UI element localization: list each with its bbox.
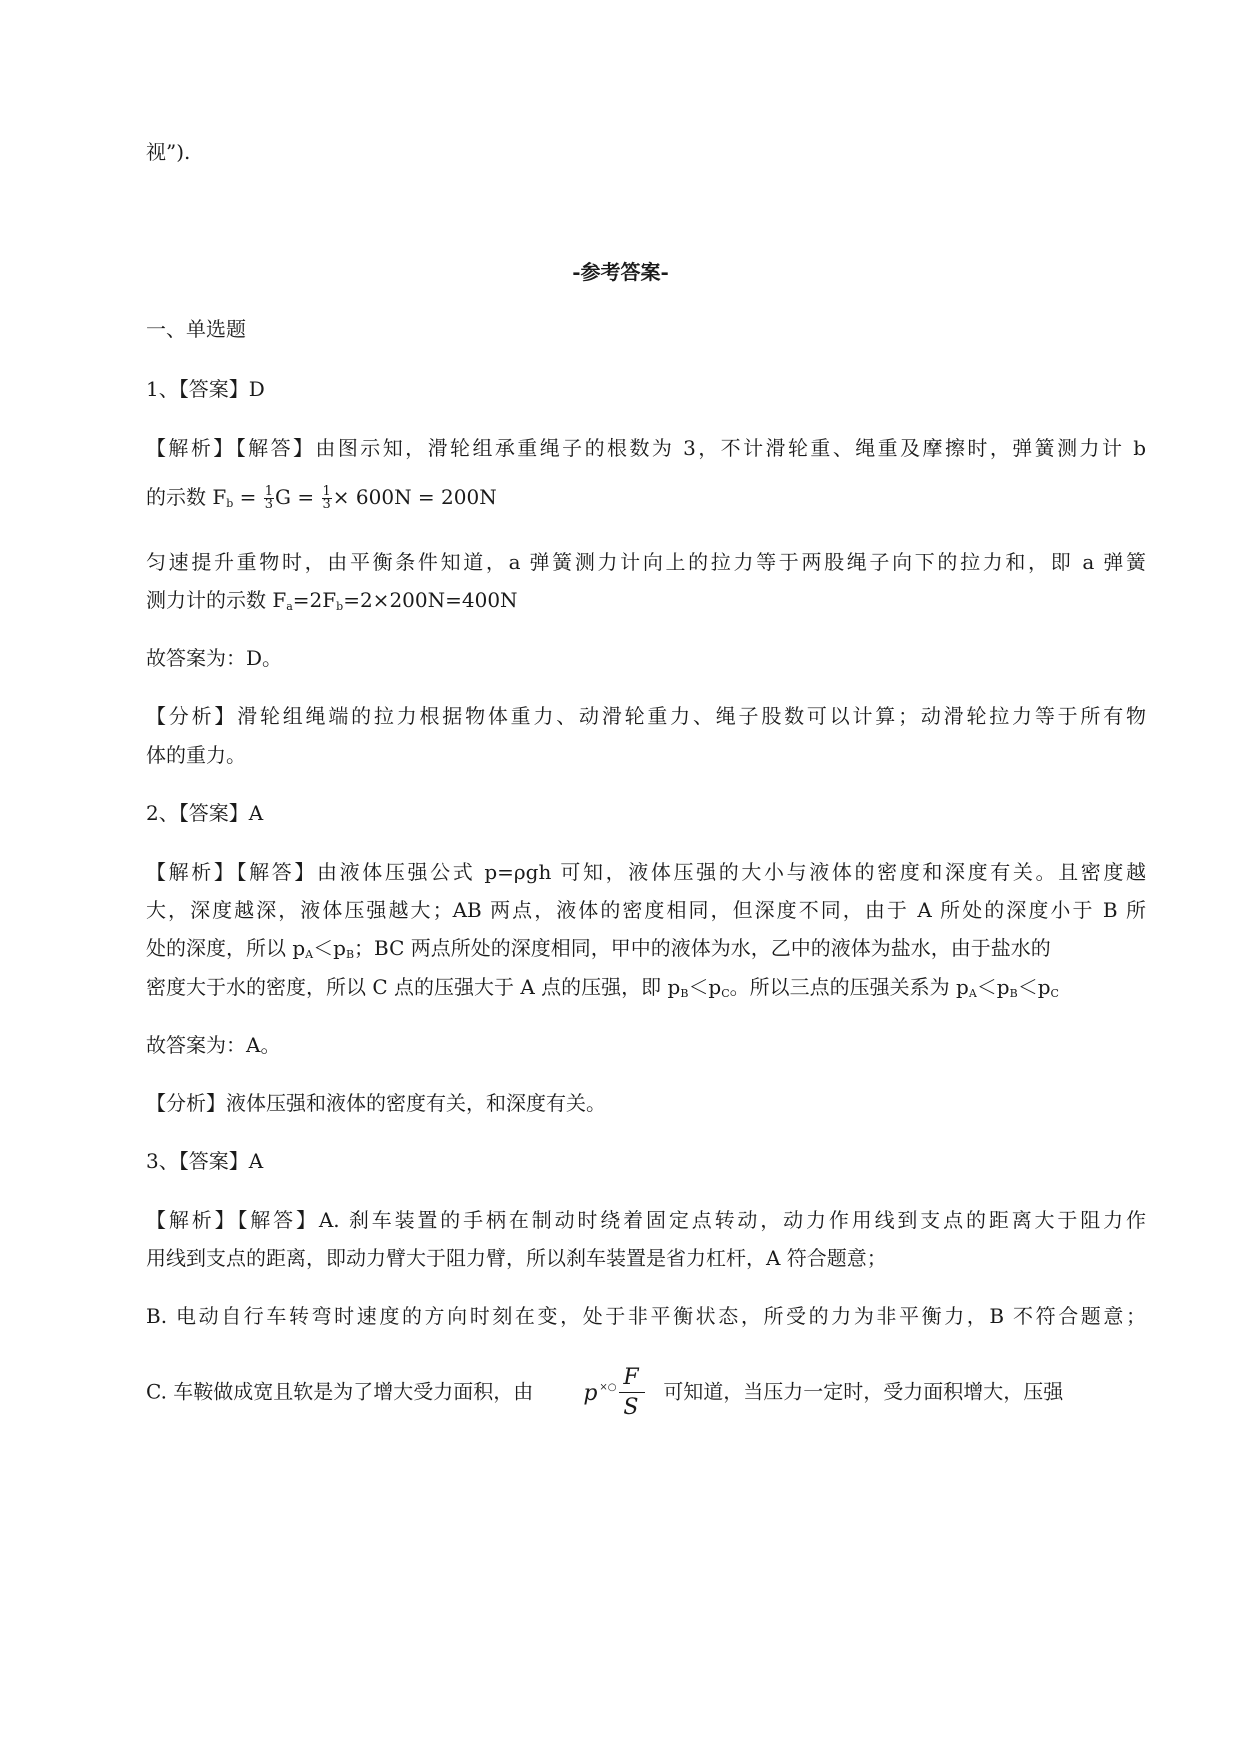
q2-sub: B — [1009, 987, 1018, 1000]
q2-sub: B — [680, 987, 689, 1000]
q1-rest: × 600N = 200N — [332, 485, 497, 509]
q2-l4-text: ＜p — [976, 975, 1010, 999]
q3-answer: 3、【答案】A — [146, 1149, 264, 1173]
formula-S: S — [623, 1395, 639, 1420]
q1-sub: b — [226, 497, 234, 510]
fraction — [264, 486, 274, 511]
q2-sub: A — [968, 987, 977, 1000]
q2-analysis: 【分析】液体压强和液体的密度有关，和深度有关。 — [146, 1091, 606, 1115]
q1-line4 — [146, 586, 518, 621]
fraction-den: 3 — [264, 497, 274, 512]
q2-l3-text: 处的深度，所以 p — [146, 936, 306, 960]
section-heading: 一、单选题 — [146, 317, 246, 341]
q2-l4-text: 。所以三点的压强关系为 p — [729, 975, 969, 999]
q1-l4-mid: =2F — [292, 588, 337, 612]
q3-line3: B. 电动自行车转弯时速度的方向时刻在变，处于非平衡状态，所受的力为非平衡力，B 不符合题意； — [146, 1304, 1146, 1328]
q2-l3-text: ；BC 两点所处的深度相同，甲中的液体为水，乙中的液体为盐水，由于盐水的 — [354, 936, 1051, 960]
q1-jiexi-line1: 【解析】【解答】由图示知，滑轮组承重绳子的根数为 3，不计滑轮重、绳重及摩擦时，弹簧测力计 b — [146, 436, 1146, 460]
q1-l4-text: 测力计的示数 F — [146, 588, 287, 612]
q1-analysis-line2: 体的重力。 — [146, 743, 246, 767]
q2-answer: 2、【答案】A — [146, 801, 264, 825]
top-fragment: 视”). — [146, 140, 191, 164]
q2-line3 — [146, 934, 1051, 969]
q2-sub: C — [1050, 987, 1059, 1000]
q2-conclusion: 故答案为：A。 — [146, 1033, 281, 1057]
fraction-num: 1 — [264, 484, 274, 499]
q1-jiexi-line2 — [146, 483, 497, 518]
q1-answer: 1、【答案】D — [146, 377, 265, 401]
q3-line2: 用线到支点的距离，即动力臂大于阻力臂，所以刹车装置是省力杠杆，A 符合题意； — [146, 1246, 887, 1270]
fraction-den: 3 — [322, 497, 331, 512]
pressure-formula — [583, 1365, 657, 1420]
q2-line4 — [146, 973, 1059, 1008]
fraction-bar — [619, 1392, 645, 1393]
q3-l4-text: C. 车鞍做成宽且软是为了增大受力面积，由 — [146, 1379, 534, 1404]
q1-l4-sub: b — [336, 600, 344, 613]
q1-l4-rest: =2×200N=400N — [343, 588, 518, 612]
q3-line4 — [146, 1365, 1064, 1420]
q3-l4-text: 可知道，当压力一定时，受力面积增大，压强 — [663, 1379, 1064, 1404]
q2-l4-text: ＜p — [1017, 975, 1051, 999]
q1-eq: = — [233, 485, 263, 509]
q2-l3-text: ＜p — [313, 936, 346, 960]
q1-conclusion: 故答案为：D。 — [146, 646, 283, 670]
formula-dots: ×○ — [599, 1382, 617, 1393]
q1-text: 的示数 F — [146, 485, 227, 509]
answers-title: -参考答案- — [572, 260, 669, 284]
q1-analysis-line1: 【分析】滑轮组绳端的拉力根据物体重力、动滑轮重力、绳子股数可以计算；动滑轮拉力等于所有物 — [146, 704, 1146, 728]
q2-line2: 大，深度越深，液体压强越大；AB 两点，液体的密度相同，但深度不同，由于 A 所处的深度小于 B 所 — [146, 898, 1146, 922]
q3-line1: 【解析】【解答】A. 刹车装置的手柄在制动时绕着固定点转动，动力作用线到支点的距离大于阻力作 — [146, 1208, 1146, 1232]
q2-sub: C — [721, 987, 730, 1000]
fraction — [322, 486, 332, 511]
q2-sub: B — [345, 948, 355, 961]
q1-g: G = — [275, 485, 321, 509]
q2-sub: A — [305, 948, 314, 961]
q2-l4-text: 密度大于水的密度，所以 C 点的压强大于 A 点的压强，即 p — [146, 975, 681, 999]
q1-l4-sub: a — [286, 600, 293, 613]
q2-line1: 【解析】【解答】由液体压强公式 p=ρgh 可知，液体压强的大小与液体的密度和深度有关。且密度越 — [146, 860, 1146, 884]
fraction-num: 1 — [322, 484, 331, 499]
q2-l4-text: ＜p — [688, 975, 722, 999]
formula-F: F — [623, 1365, 639, 1390]
q1-line3: 匀速提升重物时，由平衡条件知道，a 弹簧测力计向上的拉力等于两股绳子向下的拉力和，即 a 弹簧 — [146, 550, 1146, 574]
formula-p: p — [583, 1381, 598, 1406]
